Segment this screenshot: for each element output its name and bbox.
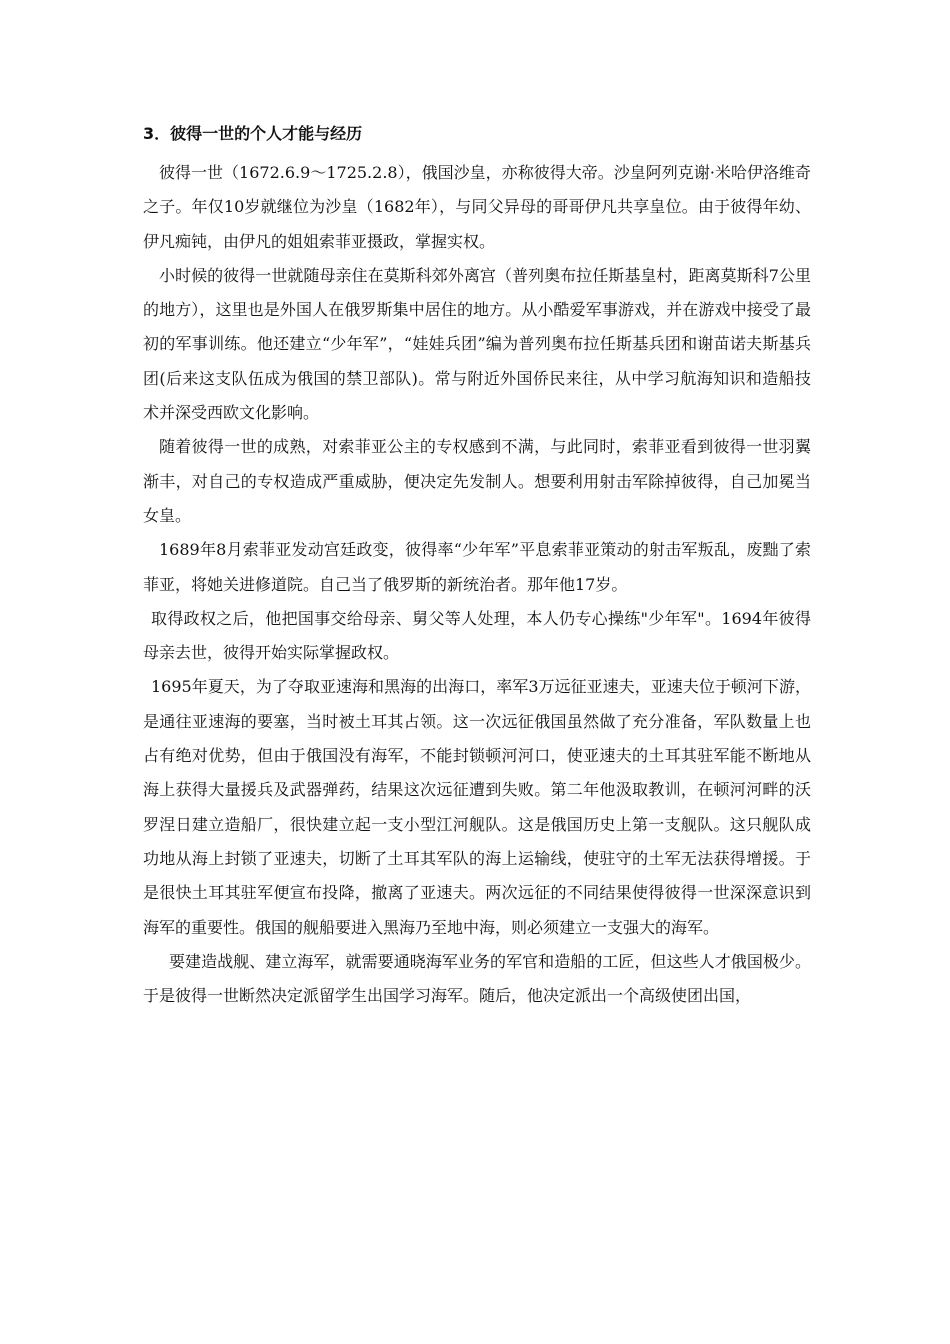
document-body: [143, 122, 811, 1013]
paragraph-1689-coup: 1689年8月索菲亚发动宫廷政变，彼得率“少年军”平息索菲亚策动的射击军叛乱，废黜了索菲亚，将她关进修道院。自己当了俄罗斯的新统治者。那年他17岁。: [143, 540, 811, 594]
paragraph-navy-students: 要建造战舰、建立海军，就需要通晓海军业务的军官和造船的工匠，但这些人才俄国极少。于是彼得一世断然决定派留学生出国学习海军。随后，他决定派出一个高级使团出国，: [143, 951, 811, 1006]
paragraph-azov-campaigns: 1695年夏天，为了夺取亚速海和黑海的出海口，率军3万远征亚速夫，亚速夫位于顿河下游，是通往亚速海的要塞，当时被土耳其占领。这一次远征俄国虽然做了充分准备，军队数量上也占有绝对优势，但由于俄国没有海军，不能封锁顿河河口，使亚速夫的土耳其驻军能不断地从海上获得大量援兵及武器弹药，结果这次远征遭到失败。第二年他汲取教训，在顿河河畔的沃罗涅日建立造船厂，很快建立起一支小型江河舰队。这是俄国历史上第一支舰队。这只舰队成功地从海上封锁了亚速夫，切断了土耳其军队的海上运输线，使驻守的土军无法获得增援。于是很快土耳其驻军便宣布投降，撤离了亚速夫。两次远征的不同结果使得彼得一世深深意识到海军的重要性。俄国的舰船要进入黑海乃至地中海，则必须建立一支强大的海军。: [143, 677, 811, 937]
paragraph-sophia-conflict: 随着彼得一世的成熟，对索菲亚公主的专权感到不满，与此同时，索菲亚看到彼得一世羽翼渐丰，对自己的专权造成严重威胁，便决定先发制人。想要利用射击军除掉彼得，自己加冕当女皇。: [143, 437, 811, 525]
paragraph-childhood: 小时候的彼得一世就随母亲住在莫斯科郊外离宫（普列奥布拉任斯基皇村，距离莫斯科7公里的地方），这里也是外国人在俄罗斯集中居住的地方。从小酷爱军事游戏，并在游戏中接受了最初的军事训练。他还建立“少年军”，“娃娃兵团”编为普列奥布拉任斯基兵团和谢苗诺夫斯基兵团(后来这支队伍成为俄国的禁卫部队)。常与附近外国侨民来往，从中学习航海知识和造船技术并深受西欧文化影响。: [143, 265, 811, 423]
paragraph-taking-power: 取得政权之后，他把国事交给母亲、舅父等人处理，本人仍专心操练"少年军"。1694年彼得母亲去世，彼得开始实际掌握政权。: [143, 608, 811, 663]
section-heading: 3．彼得一世的个人才能与经历: [143, 124, 363, 143]
paragraph-biography: 彼得一世（1672.6.9～1725.2.8），俄国沙皇，亦称彼得大帝。沙皇阿列克谢·米哈伊洛维奇之子。年仅10岁就继位为沙皇（1682年），与同父异母的哥哥伊凡共享皇位。由于彼得年幼、伊凡痴钝，由伊凡的姐姐索菲亚摄政，掌握实权。: [143, 163, 811, 251]
